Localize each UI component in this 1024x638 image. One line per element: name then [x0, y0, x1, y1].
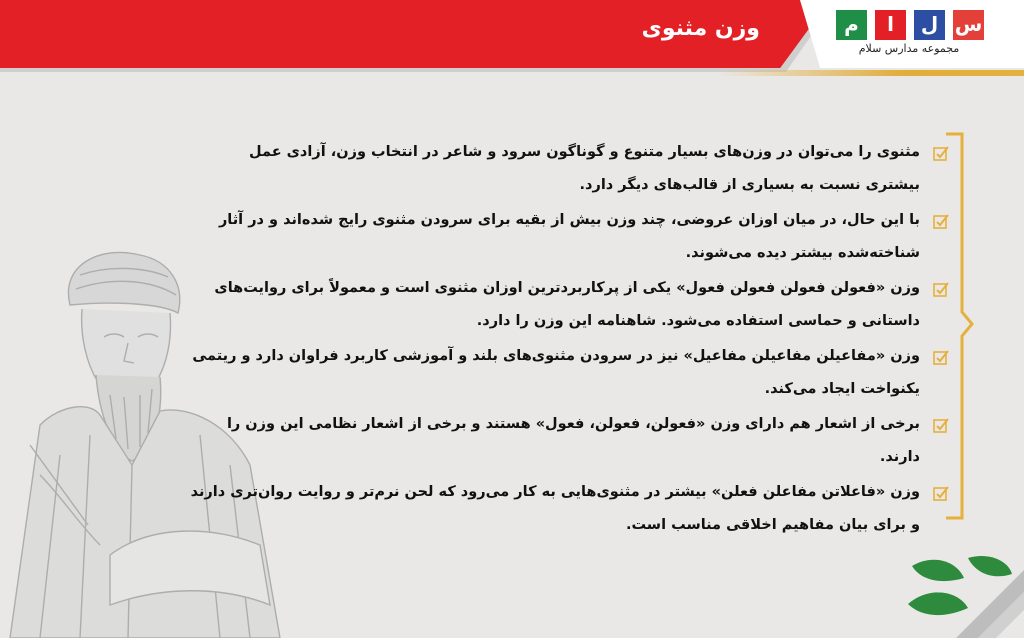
list-item	[190, 272, 950, 337]
logo-letter-1: س	[953, 10, 984, 40]
bullet-text: وزن «فعولن فعولن فعولن فعول» یکی از پرکاربردترین اوزان مثنوی است و معمولاً برای روایت‌های داستانی و حماسی استفاده می‌شود. شاهنامه این وزن را دارد.	[214, 280, 920, 329]
checkbox-check-icon	[933, 485, 950, 502]
list-item	[190, 340, 950, 405]
page-title: وزن مثنوی	[641, 16, 760, 41]
logo-letter-2: ل	[914, 10, 945, 40]
list-item	[190, 136, 950, 201]
logo-letter-3: ا	[875, 10, 906, 40]
bullet-text: با این حال، در میان اوزان عروضی، چند وزن بیش از بقیه برای سرودن مثنوی رایج شده‌اند و در آثار شناخته‌شده بیشتر دیده می‌شوند.	[218, 212, 920, 261]
list-item	[190, 476, 950, 541]
checkbox-check-icon	[933, 417, 950, 434]
logo-letter-4: م	[836, 10, 867, 40]
checkbox-check-icon	[933, 213, 950, 230]
logo-caption: مجموعه مدارس سلام	[858, 42, 960, 55]
checkbox-check-icon	[933, 145, 950, 162]
checkbox-check-icon	[933, 349, 950, 366]
bullet-text: مثنوی را می‌توان در وزن‌های بسیار متنوع و گوناگون سرود و شاعر در انتخاب وزن، آزادی عمل بیشتری نسبت به بسیاری از قالب‌های دیگر دارد.	[249, 144, 920, 193]
list-item	[190, 408, 950, 473]
logo	[834, 10, 984, 62]
leaf-emblem-icon	[908, 552, 1024, 638]
bullet-text: وزن «مفاعیلن مفاعیلن مفاعیل» نیز در سرودن مثنوی‌های بلند و آموزشی کاربرد فراوان دارد و ریتمی یکنواخت ایجاد می‌کند.	[192, 348, 920, 397]
list-item	[190, 204, 950, 269]
checkbox-check-icon	[933, 281, 950, 298]
bullet-text: وزن «فاعلاتن مفاعلن فعلن» بیشتر در مثنوی‌هایی به کار می‌رود که لحن نرم‌تر و روایت روان‌تری دارند و برای بیان مفاهیم اخلاقی مناسب است.	[190, 484, 920, 533]
bullet-text: برخی از اشعار هم دارای وزن «فعولن، فعولن، فعول» هستند و برخی از اشعار نظامی این وزن را دارند.	[226, 416, 920, 465]
bullet-list	[190, 136, 950, 541]
header-gold-strip	[0, 70, 1024, 76]
